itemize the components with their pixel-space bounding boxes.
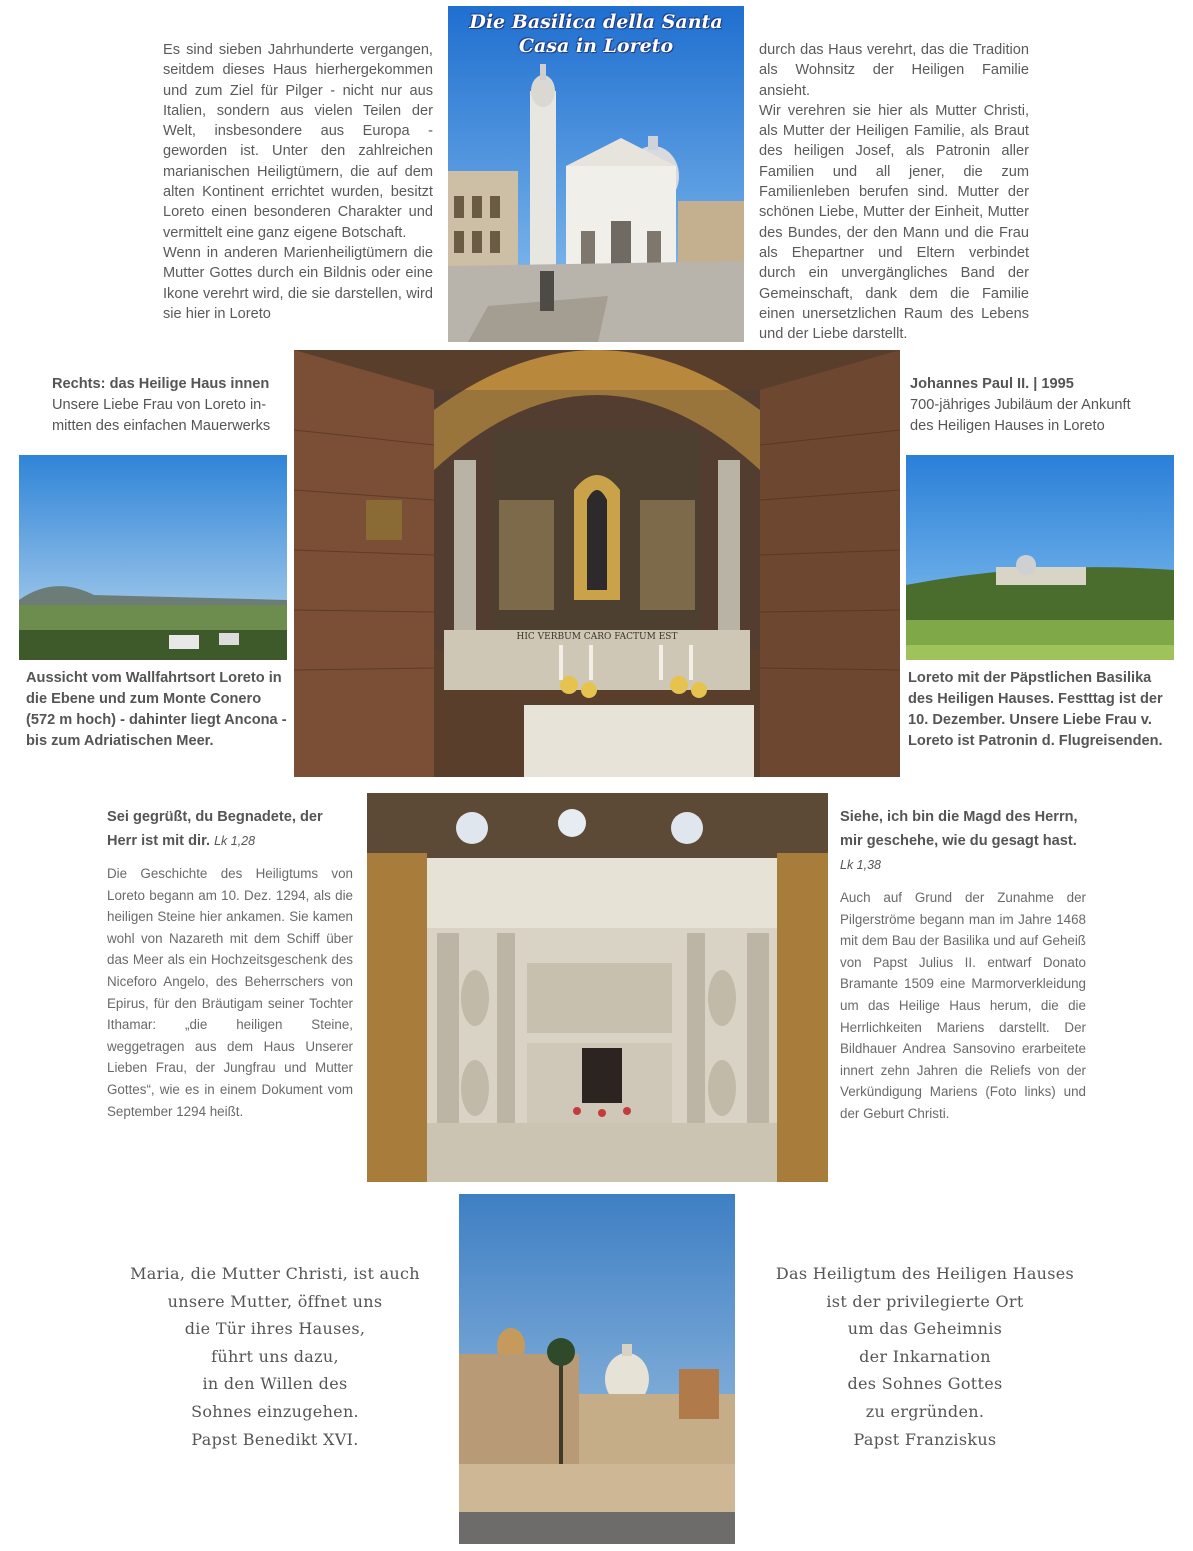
benedikt-quote-line: Maria, die Mutter Christi, ist auch — [130, 1264, 420, 1283]
intro-left-p2: Wenn in anderen Marienheiligtümern die Mutter Gottes durch ein Bildnis oder eine Ikone verehrt wird, die sie darstellen, wird sie hier in Loreto — [163, 244, 433, 322]
loreto-basilica-hill-photo — [906, 455, 1174, 660]
franziskus-quote-line: des Sohnes Gottes — [847, 1374, 1003, 1394]
franziskus-quote-line: der Inkarnation — [859, 1346, 991, 1366]
jubilee-caption-line2: des Heiligen Hauses in Loreto — [910, 418, 1105, 434]
basilica-photo — [448, 6, 744, 342]
franziskus-quote-line: Das Heiligtum des Heiligen Hauses — [775, 1264, 1075, 1283]
benedikt-quote-line: führt uns dazu, — [211, 1346, 339, 1366]
benedikt-quote-line: die Tür ihres Hauses, — [184, 1319, 366, 1339]
intro-right-p2: Wir verehren sie hier als Mutter Christi, als Mutter der Heiligen Familie, als Braut des heiligen Josef, als Patronin aller Familien und all jener, die zum Familienleben berufen sind. Mutter der schönen Liebe, Mutter der Einheit, Mutter des Bundes, der den Mann und die Frau als Ehepartner und Eltern verbindet durch ein unvergängliches Band der Gemeinschaft, dank dem die Familie einen unersetzlichen Raum des Lebens und der Liebe darstellt. — [759, 102, 1029, 343]
jubilee-caption — [910, 374, 1160, 437]
benedikt-quote — [110, 1260, 440, 1453]
magd-ref: Lk 1,38 — [840, 858, 882, 872]
benedikt-quote-line: Sohnes einzugehen. — [191, 1401, 359, 1421]
franziskus-quote-author: Papst Franziskus — [853, 1429, 997, 1449]
jubilee-caption-title: Johannes Paul II. | 1995 — [910, 376, 1074, 392]
holy-house-caption — [52, 374, 292, 437]
benedikt-quote-line: in den Willen des — [202, 1374, 348, 1394]
intro-right-text — [759, 40, 1029, 344]
magd-heading-text: Siehe, ich bin die Magd des Herrn, mir geschehe, wie du gesagt hast. — [840, 809, 1078, 849]
holy-house-caption-title: Rechts: das Heilige Haus innen — [52, 376, 270, 392]
basilica-title-line1: Die Basilica della Santa — [469, 11, 723, 33]
intro-right-p1: durch das Haus verehrt, das die Tradition als Wohnsitz der Heiligen Familie ansieht. — [759, 42, 1029, 99]
intro-left-text — [163, 40, 433, 324]
franziskus-quote-line: um das Geheimnis — [847, 1319, 1003, 1339]
loreto-walls-photo — [459, 1194, 735, 1544]
basilica-title — [448, 10, 744, 58]
history-text: Die Geschichte des Heiligtums von Loreto begann am 10. Dez. 1294, als die heiligen Steine hier ankamen. Sie kamen wohl von Nazareth mit dem Schiff über das Meer als ein Hochzeitsgeschenk des Niceforo Angelo, des Beherrschers von Epirus, für den Bräutigam seiner Tochter Ithamar: „die heiligen Steine, weggetragen aus dem Haus Unserer Lieben Frau, der Jungfrau und Mutter Gottes“, wie es in einem Dokument vom September 1294 heißt. — [107, 866, 353, 1119]
annunciation-column — [107, 805, 353, 1122]
monte-conero-view-photo — [19, 455, 287, 660]
franziskus-quote — [760, 1260, 1090, 1453]
altar-inscription: HIC VERBUM CARO FACTUM EST — [516, 632, 678, 642]
benedikt-quote-line: unsere Mutter, öffnet uns — [167, 1291, 383, 1311]
basilica-construction-text: Auch auf Grund der Zunahme der Pilgerströme begann man im Jahre 1468 mit dem Bau der Basilika und auf Geheiß von Papst Julius II. entwarf Donato Bramante 1509 eine Marmorverkleidung um das Heilige Haus herum, die die Herrlichkeiten Mariens darstellt. Der Bildhauer Andrea Sansovino erarbeitete innert zehn Jahren die Reliefs von der Verkündigung Mariens (Foto links) und der Geburt Christi. — [840, 890, 1086, 1121]
intro-left-p1: Es sind sieben Jahrhunderte vergangen, seitdem dieses Haus hierhergekommen und zum Ziel für Pilger - nicht nur aus Italien, sondern aus vielen Teilen der Welt, insbesondere aus Europa - geworden ist. Unter den zahlreichen marianischen Heiligtümern, die auf dem alten Kontinent errichtet wurden, besitzt Loreto einen besonderen Charakter und vermittelt eine ganz eigene Botschaft. — [163, 42, 433, 241]
holy-house-caption-line2: mitten des einfachen Mauerwerks — [52, 418, 271, 434]
annunciation-heading-text: Sei gegrüßt, du Begnadete, der Herr ist mit dir. — [107, 809, 323, 849]
holy-house-interior-photo — [294, 350, 900, 777]
annunciation-ref: Lk 1,28 — [214, 834, 256, 848]
jubilee-caption-line1: 700-jähriges Jubiläum der Ankunft — [910, 397, 1131, 413]
magd-heading — [840, 805, 1086, 877]
benedikt-quote-author: Papst Benedikt XVI. — [191, 1429, 359, 1449]
basilica-title-line2: Casa in Loreto — [518, 35, 674, 57]
monte-conero-caption-text: Aussicht vom Wallfahrtsort Loreto in die Ebene und zum Monte Conero (572 m hoch) - dahinter liegt Ancona - bis zum Adriatischen Meer. — [26, 670, 287, 749]
marble-shrine-photo — [367, 793, 828, 1182]
loreto-basilica-caption-text: Loreto mit der Päpstlichen Basilika des Heiligen Hauses. Festttag ist der 10. Dezember. Unsere Liebe Frau v. Loreto ist Patronin d. Flugreisenden. — [908, 670, 1163, 749]
holy-house-caption-line1: Unsere Liebe Frau von Loreto in- — [52, 397, 267, 413]
monte-conero-caption — [26, 668, 288, 752]
loreto-basilica-caption — [908, 668, 1178, 752]
franziskus-quote-line: zu ergründen. — [865, 1401, 985, 1421]
franziskus-quote-line: ist der privilegierte Ort — [826, 1291, 1024, 1311]
magd-column — [840, 805, 1086, 1125]
annunciation-heading — [107, 805, 353, 853]
